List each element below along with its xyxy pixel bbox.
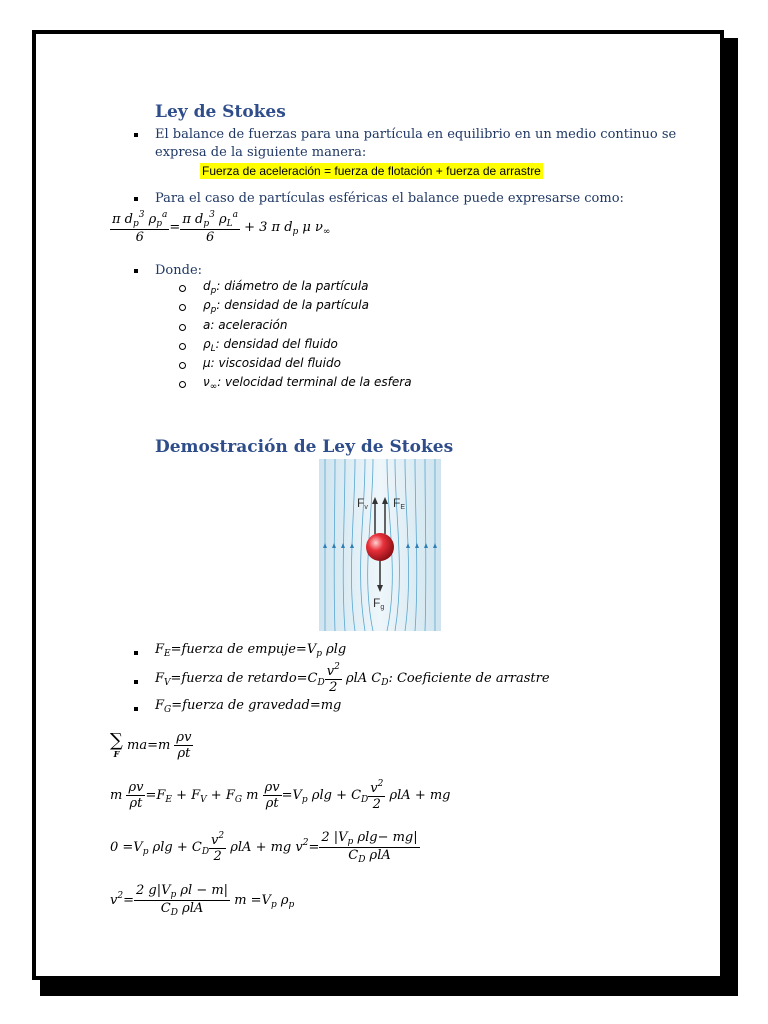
figure-label-fe: FE [393, 496, 406, 511]
force-retardo-line: $F_V=fuerza$ de $retardo=C_D$ $\frac{v^2}{2}$ ρlA $C_D$: Coeficiente de arrastre [155, 662, 550, 695]
list-marker [179, 381, 186, 388]
equation-newton-sum: ∑ F ma=m $\frac{\rho v}{\rho t}$ [110, 729, 192, 761]
equation-balance-esferas: $\frac{\pi d_p^3 \rho_p^a}{6}$ = $\frac{\pi d_p^3 \rho_L^a}{6}$ + 3 π $d_p$ μ $\nu_\infty$ [112, 210, 331, 245]
figure-label-fv: Fv [357, 496, 368, 511]
bullet-marker [134, 197, 138, 201]
list-marker [179, 285, 186, 292]
stokes-flow-figure [319, 459, 441, 631]
paragraph-esfericas: Para el caso de partículas esféricas el balance puede expresarse como: [155, 191, 624, 206]
section-title-demostracion: Demostración de Ley de Stokes [155, 437, 454, 457]
bullet-marker [134, 707, 138, 711]
force-empuje-line: $F_E=fuerza$ de $empuje=V_p$ ρlg [155, 642, 347, 659]
bullet-marker [134, 680, 138, 684]
equation-force-balance: m $\frac{\rho v}{\rho t}$ $=F_E + F_V + F_G$ m $\frac{\rho v}{\rho t}$ $=V_p$ $\rho\lg + C_D$ $\frac{v^2}{2}$ ρlA + mg [110, 779, 451, 812]
def-item-vinf: $\nu_\infty$: velocidad terminal de la esfera [203, 375, 412, 392]
def-item-a: a: aceleración [203, 318, 288, 332]
paragraph-balance-cont: expresa de la siguiente manera: [155, 145, 367, 160]
def-item-rhol: $\rho_L$: densidad del fluido [203, 337, 338, 354]
highlighted-equation-text: Fuerza de aceleración = fuerza de flotación + fuerza de arrastre [202, 164, 541, 178]
section-title-ley-de-stokes: Ley de Stokes [155, 102, 286, 122]
force-gravedad-line: $F_G=fuerza$ de gravedad=mg [155, 698, 342, 715]
paragraph-balance: El balance de fuerzas para una partícula en equilibrio en un medio continuo se [155, 127, 677, 142]
list-marker [179, 324, 186, 331]
equation-terminal-velocity: $v^2=$ $\frac{2 g|V_p \rho l - m|}{C_D \rho lA}$ $m =V_p$ $\rho_p$ [110, 883, 295, 918]
document-page [32, 30, 724, 980]
figure-label-fg: Fg [373, 596, 385, 611]
def-item-rhop: $\rho_p$: densidad de la partícula [203, 298, 369, 315]
list-marker [179, 343, 186, 350]
bullet-marker [134, 133, 138, 137]
bullet-marker [134, 651, 138, 655]
donde-label: Donde: [155, 263, 203, 278]
equation-velocity-squared: $0 =V_p$ $\rho\lg + C_D$ $\frac{v^2}{2}$ ρlA + mg $v^2=$ $\frac{2 |V_p \rho\lg- mg|}{C_D \rho lA}$ [110, 830, 418, 865]
list-marker [179, 362, 186, 369]
bullet-marker [134, 269, 138, 273]
def-item-dp: $d_p$: diámetro de la partícula [203, 279, 369, 296]
def-item-mu: μ: viscosidad del fluido [203, 356, 341, 370]
list-marker [179, 304, 186, 311]
